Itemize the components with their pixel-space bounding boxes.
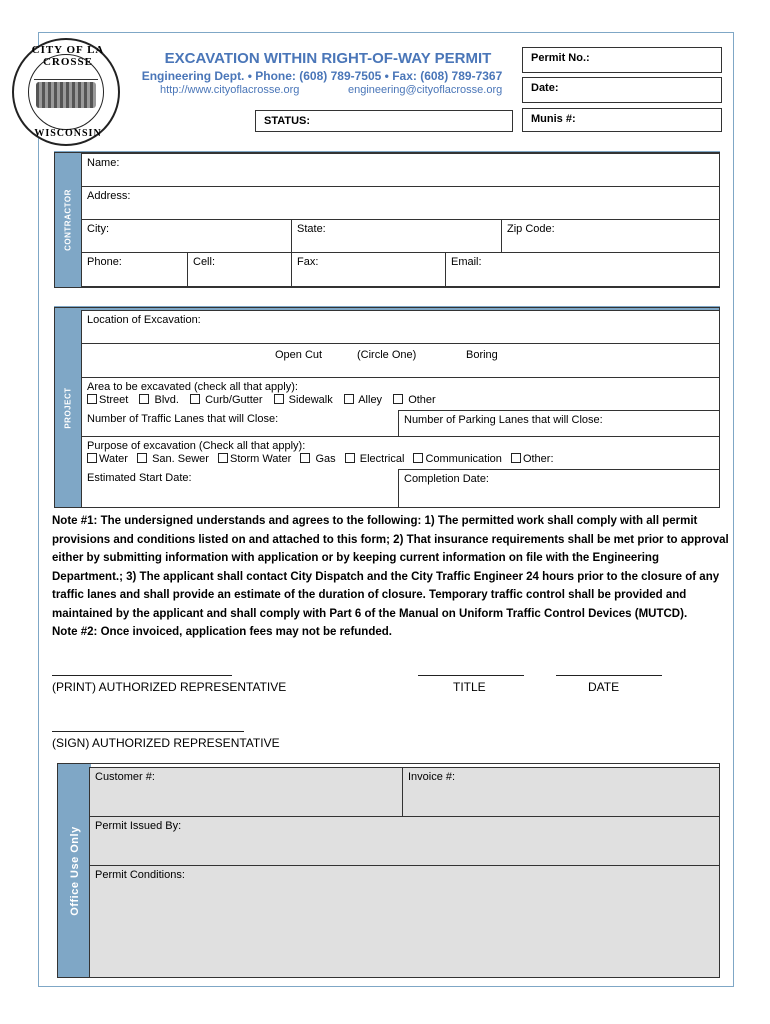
contractor-zip-field[interactable]: Zip Code: xyxy=(501,219,720,253)
open-cut-option[interactable]: Open Cut xyxy=(275,349,323,361)
invoice-field[interactable]: Invoice #: xyxy=(402,767,720,817)
checkbox[interactable] xyxy=(190,394,200,404)
munis-field[interactable]: Munis #: xyxy=(522,108,722,132)
checkbox[interactable] xyxy=(300,453,310,463)
area-other-option[interactable]: Other xyxy=(393,394,436,406)
title-label: TITLE xyxy=(453,680,486,694)
checkbox[interactable] xyxy=(218,453,228,463)
permit-no-field[interactable]: Permit No.: xyxy=(522,47,722,73)
print-rep-line[interactable] xyxy=(52,675,232,676)
customer-field[interactable]: Customer #: xyxy=(89,767,403,817)
completion-date-field[interactable]: Completion Date: xyxy=(398,469,720,508)
project-side-label: PROJECT xyxy=(55,308,81,507)
purpose-sewer-option[interactable]: San. Sewer xyxy=(137,453,209,465)
area-alley-option[interactable]: Alley xyxy=(344,394,382,406)
contractor-fax-field[interactable]: Fax: xyxy=(291,252,446,287)
purpose-electrical-option[interactable]: Electrical xyxy=(345,453,405,465)
purpose-other-option[interactable]: Other: xyxy=(511,453,554,465)
area-checkboxes xyxy=(87,394,714,406)
contractor-side-label: CONTRACTOR xyxy=(55,153,81,287)
seal-sky xyxy=(34,64,98,80)
conditions-field[interactable]: Permit Conditions: xyxy=(89,865,720,978)
seal-bottom-text: WISCONSIN xyxy=(34,128,102,139)
traffic-lanes-field[interactable]: Number of Traffic Lanes that will Close: xyxy=(81,410,399,437)
office-side-label: Office Use Only xyxy=(58,764,91,977)
purpose-checkboxes xyxy=(87,453,714,465)
area-label: Area to be excavated (check all that apply): xyxy=(87,381,298,393)
method-row xyxy=(81,343,720,378)
checkbox[interactable] xyxy=(274,394,284,404)
contractor-state-field[interactable]: State: xyxy=(291,219,502,253)
checkbox[interactable] xyxy=(344,394,354,404)
checkbox[interactable] xyxy=(137,453,147,463)
purpose-gas-option[interactable]: Gas xyxy=(300,453,335,465)
note-2: Note #2: Once invoiced, application fees may not be refunded. xyxy=(52,626,392,638)
purpose-water-option[interactable]: Water xyxy=(87,453,128,465)
city-seal-logo xyxy=(12,38,120,146)
area-blvd-option[interactable]: Blvd. xyxy=(139,394,179,406)
area-curb-option[interactable]: Curb/Gutter xyxy=(190,394,263,406)
contractor-cell-field[interactable]: Cell: xyxy=(187,252,292,287)
purpose-label: Purpose of excavation (Check all that apply): xyxy=(87,440,306,452)
print-rep-label: (PRINT) AUTHORIZED REPRESENTATIVE xyxy=(52,680,287,694)
location-field[interactable]: Location of Excavation: xyxy=(81,310,720,344)
contractor-name-field[interactable]: Name: xyxy=(81,153,720,187)
issued-by-field[interactable]: Permit Issued By: xyxy=(89,816,720,866)
dept-contact-line: Engineering Dept. • Phone: (608) 789-7505 • Fax: (608) 789-7367 xyxy=(141,69,503,83)
area-street-option[interactable]: Street xyxy=(87,394,128,406)
checkbox[interactable] xyxy=(393,394,403,404)
purpose-storm-option[interactable]: Storm Water xyxy=(218,453,291,465)
purpose-communication-option[interactable]: Communication xyxy=(413,453,501,465)
date-field[interactable]: Date: xyxy=(522,77,722,103)
contractor-phone-field[interactable]: Phone: xyxy=(81,252,188,287)
sign-rep-label: (SIGN) AUTHORIZED REPRESENTATIVE xyxy=(52,736,280,750)
area-sidewalk-option[interactable]: Sidewalk xyxy=(274,394,333,406)
checkbox[interactable] xyxy=(87,453,97,463)
website-link[interactable]: http://www.cityoflacrosse.org xyxy=(160,84,300,96)
contractor-city-field[interactable]: City: xyxy=(81,219,292,253)
checkbox[interactable] xyxy=(413,453,423,463)
email-link[interactable]: engineering@cityoflacrosse.org xyxy=(348,84,503,96)
contractor-email-field[interactable]: Email: xyxy=(445,252,720,287)
form-title: EXCAVATION WITHIN RIGHT-OF-WAY PERMIT xyxy=(164,50,492,67)
checkbox[interactable] xyxy=(345,453,355,463)
parking-lanes-field[interactable]: Number of Parking Lanes that will Close: xyxy=(398,410,720,437)
date-label: DATE xyxy=(588,680,620,694)
start-date-field[interactable]: Estimated Start Date: xyxy=(81,469,399,508)
boring-option[interactable]: Boring xyxy=(466,349,498,361)
seal-scene xyxy=(36,82,96,108)
contractor-address-field[interactable]: Address: xyxy=(81,186,720,220)
note-1: Note #1: The undersigned understands and agrees to the following: 1) The permitted work shall comply with all permit provisions and conditions listed on and attached to this form; 2) That insurance requirements shall be met prior to approval either by submitting information with application or by keeping current information on file with the Engineering Department.; 3) The applicant shall contact City Dispatch and the City Traffic Engineer 24 hours prior to the closure of any traffic lanes and shall provide an estimate of the duration of closure. Temporary traffic control shall be provided and maintained by the applicant and shall comply with Part 6 of the Manual on Uniform Traffic Control Devices (MUTCD). xyxy=(52,515,729,620)
checkbox[interactable] xyxy=(139,394,149,404)
date-line[interactable] xyxy=(556,675,662,676)
sign-rep-line[interactable] xyxy=(52,731,244,732)
seal-top-text: CITY OF LA CROSSE xyxy=(31,44,105,68)
checkbox[interactable] xyxy=(511,453,521,463)
circle-one-label: (Circle One) xyxy=(357,349,417,361)
title-line[interactable] xyxy=(418,675,524,676)
checkbox[interactable] xyxy=(87,394,97,404)
status-field[interactable]: STATUS: xyxy=(255,110,513,132)
